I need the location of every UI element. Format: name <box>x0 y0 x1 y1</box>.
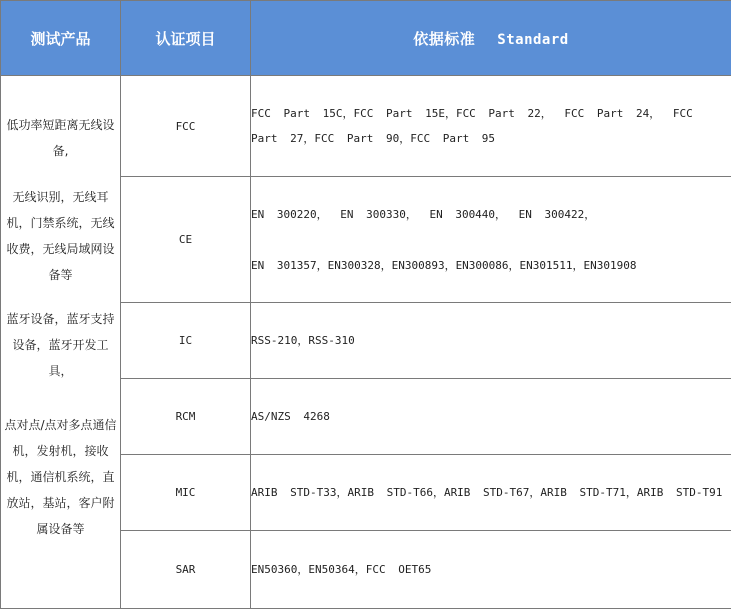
standard-ce <box>251 177 731 303</box>
cert-ic: IC <box>121 303 251 379</box>
cert-ce: CE <box>121 177 251 303</box>
cert-rcm: RCM <box>121 379 251 455</box>
cert-mic: MIC <box>121 455 251 531</box>
cert-sar: SAR <box>121 531 251 609</box>
standard-line: EN 300220， EN 300330， EN 300440， EN 300422， <box>251 207 596 221</box>
standard-line: RSS-210，RSS-310 <box>251 334 355 347</box>
table-row <box>1 76 731 177</box>
standard-rcm <box>251 379 731 455</box>
product-item: 点对点/点对多点通信机，发射机，接收机，通信机系统，直放站，基站，客户附属设备等 <box>4 418 117 536</box>
header-standard-cn: 依据标准 <box>413 29 476 48</box>
standard-fcc <box>251 76 731 177</box>
header-standard <box>251 1 731 76</box>
header-standard-en: Standard <box>497 31 569 48</box>
standard-line: EN50360，EN50364，FCC OET65 <box>251 563 432 576</box>
product-item: 无线识别，无线耳机，门禁系统，无线收费，无线局域网设备等 <box>6 190 115 282</box>
cert-fcc: FCC <box>121 76 251 177</box>
standard-line: EN 301357，EN300328，EN300893，EN300086，EN301511，EN301908 <box>251 258 637 272</box>
header-test-product: 测试产品 <box>1 1 121 76</box>
standard-line: FCC Part 15C，FCC Part 15E，FCC Part 22， FCC Part 24， FCC Part 27，FCC Part 90，FCC Part 95 <box>251 107 693 145</box>
test-products-cell <box>1 76 121 609</box>
header-certification: 认证项目 <box>121 1 251 76</box>
standard-ic <box>251 303 731 379</box>
header-row <box>1 1 731 76</box>
standard-sar <box>251 531 731 609</box>
product-item: 蓝牙设备，蓝牙支持设备，蓝牙开发工具， <box>6 312 115 378</box>
standard-line: ARIB STD-T33，ARIB STD-T66，ARIB STD-T67，ARIB STD-T71，ARIB STD-T91 <box>251 486 723 499</box>
standard-mic <box>251 455 731 531</box>
standard-line: AS/NZS 4268 <box>251 410 330 423</box>
product-item: 低功率短距离无线设备, <box>6 118 115 158</box>
